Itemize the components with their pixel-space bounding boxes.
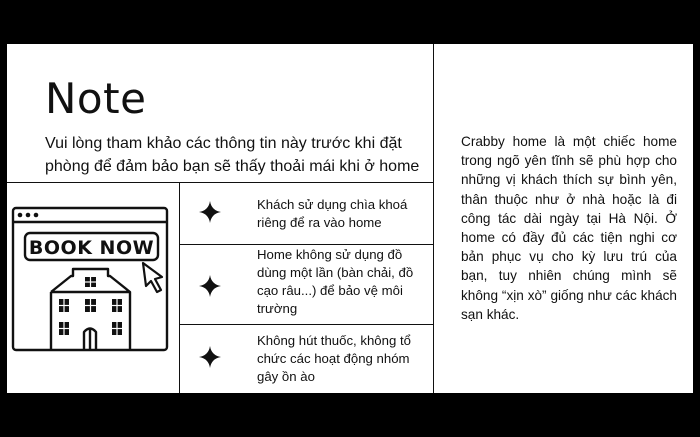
row-divider (179, 244, 434, 245)
column-divider (433, 44, 434, 393)
page-title: Note (45, 74, 147, 123)
rule-item: Không hút thuốc, không tổ chức các hoạt động nhóm gây ồn ào (257, 333, 411, 384)
page-subtitle: Vui lòng tham khảo các thông tin này trước khi đặt phòng để đảm bảo bạn sẽ thấy thoải mái khi ở home (45, 135, 420, 175)
book-now-label: BOOK NOW (28, 237, 155, 259)
sparkle-icon (199, 275, 221, 297)
sparkle-icon (199, 346, 221, 368)
home-description: Crabby home là một chiếc home trong ngõ yên tĩnh sẽ phù hợp cho những vị khách thích sự bình yên, thân thuộc như ở nhà hoặc là đi công tác dài ngày tại Hà Nội. Ở home có đầy đủ các tiện nghi cơ bản phục vụ cho kỳ lưu trú của bạn, tuy nhiên chúng mình sẽ không “xịn xò” giống như các khách sạn khác. (461, 134, 677, 322)
rule-item: Home không sử dụng đồ dùng một lần (bàn chải, đồ cạo râu...) để bảo vệ môi trường (257, 247, 414, 316)
rule-item: Khách sử dụng chìa khoá riêng để ra vào home (257, 197, 408, 230)
table-top-border (7, 182, 434, 183)
row-divider (179, 324, 434, 325)
note-panel (7, 44, 693, 393)
sparkle-icon (199, 201, 221, 223)
table-divider (179, 182, 180, 393)
hotel-booking-icon (11, 206, 171, 356)
cursor-icon (143, 263, 162, 292)
